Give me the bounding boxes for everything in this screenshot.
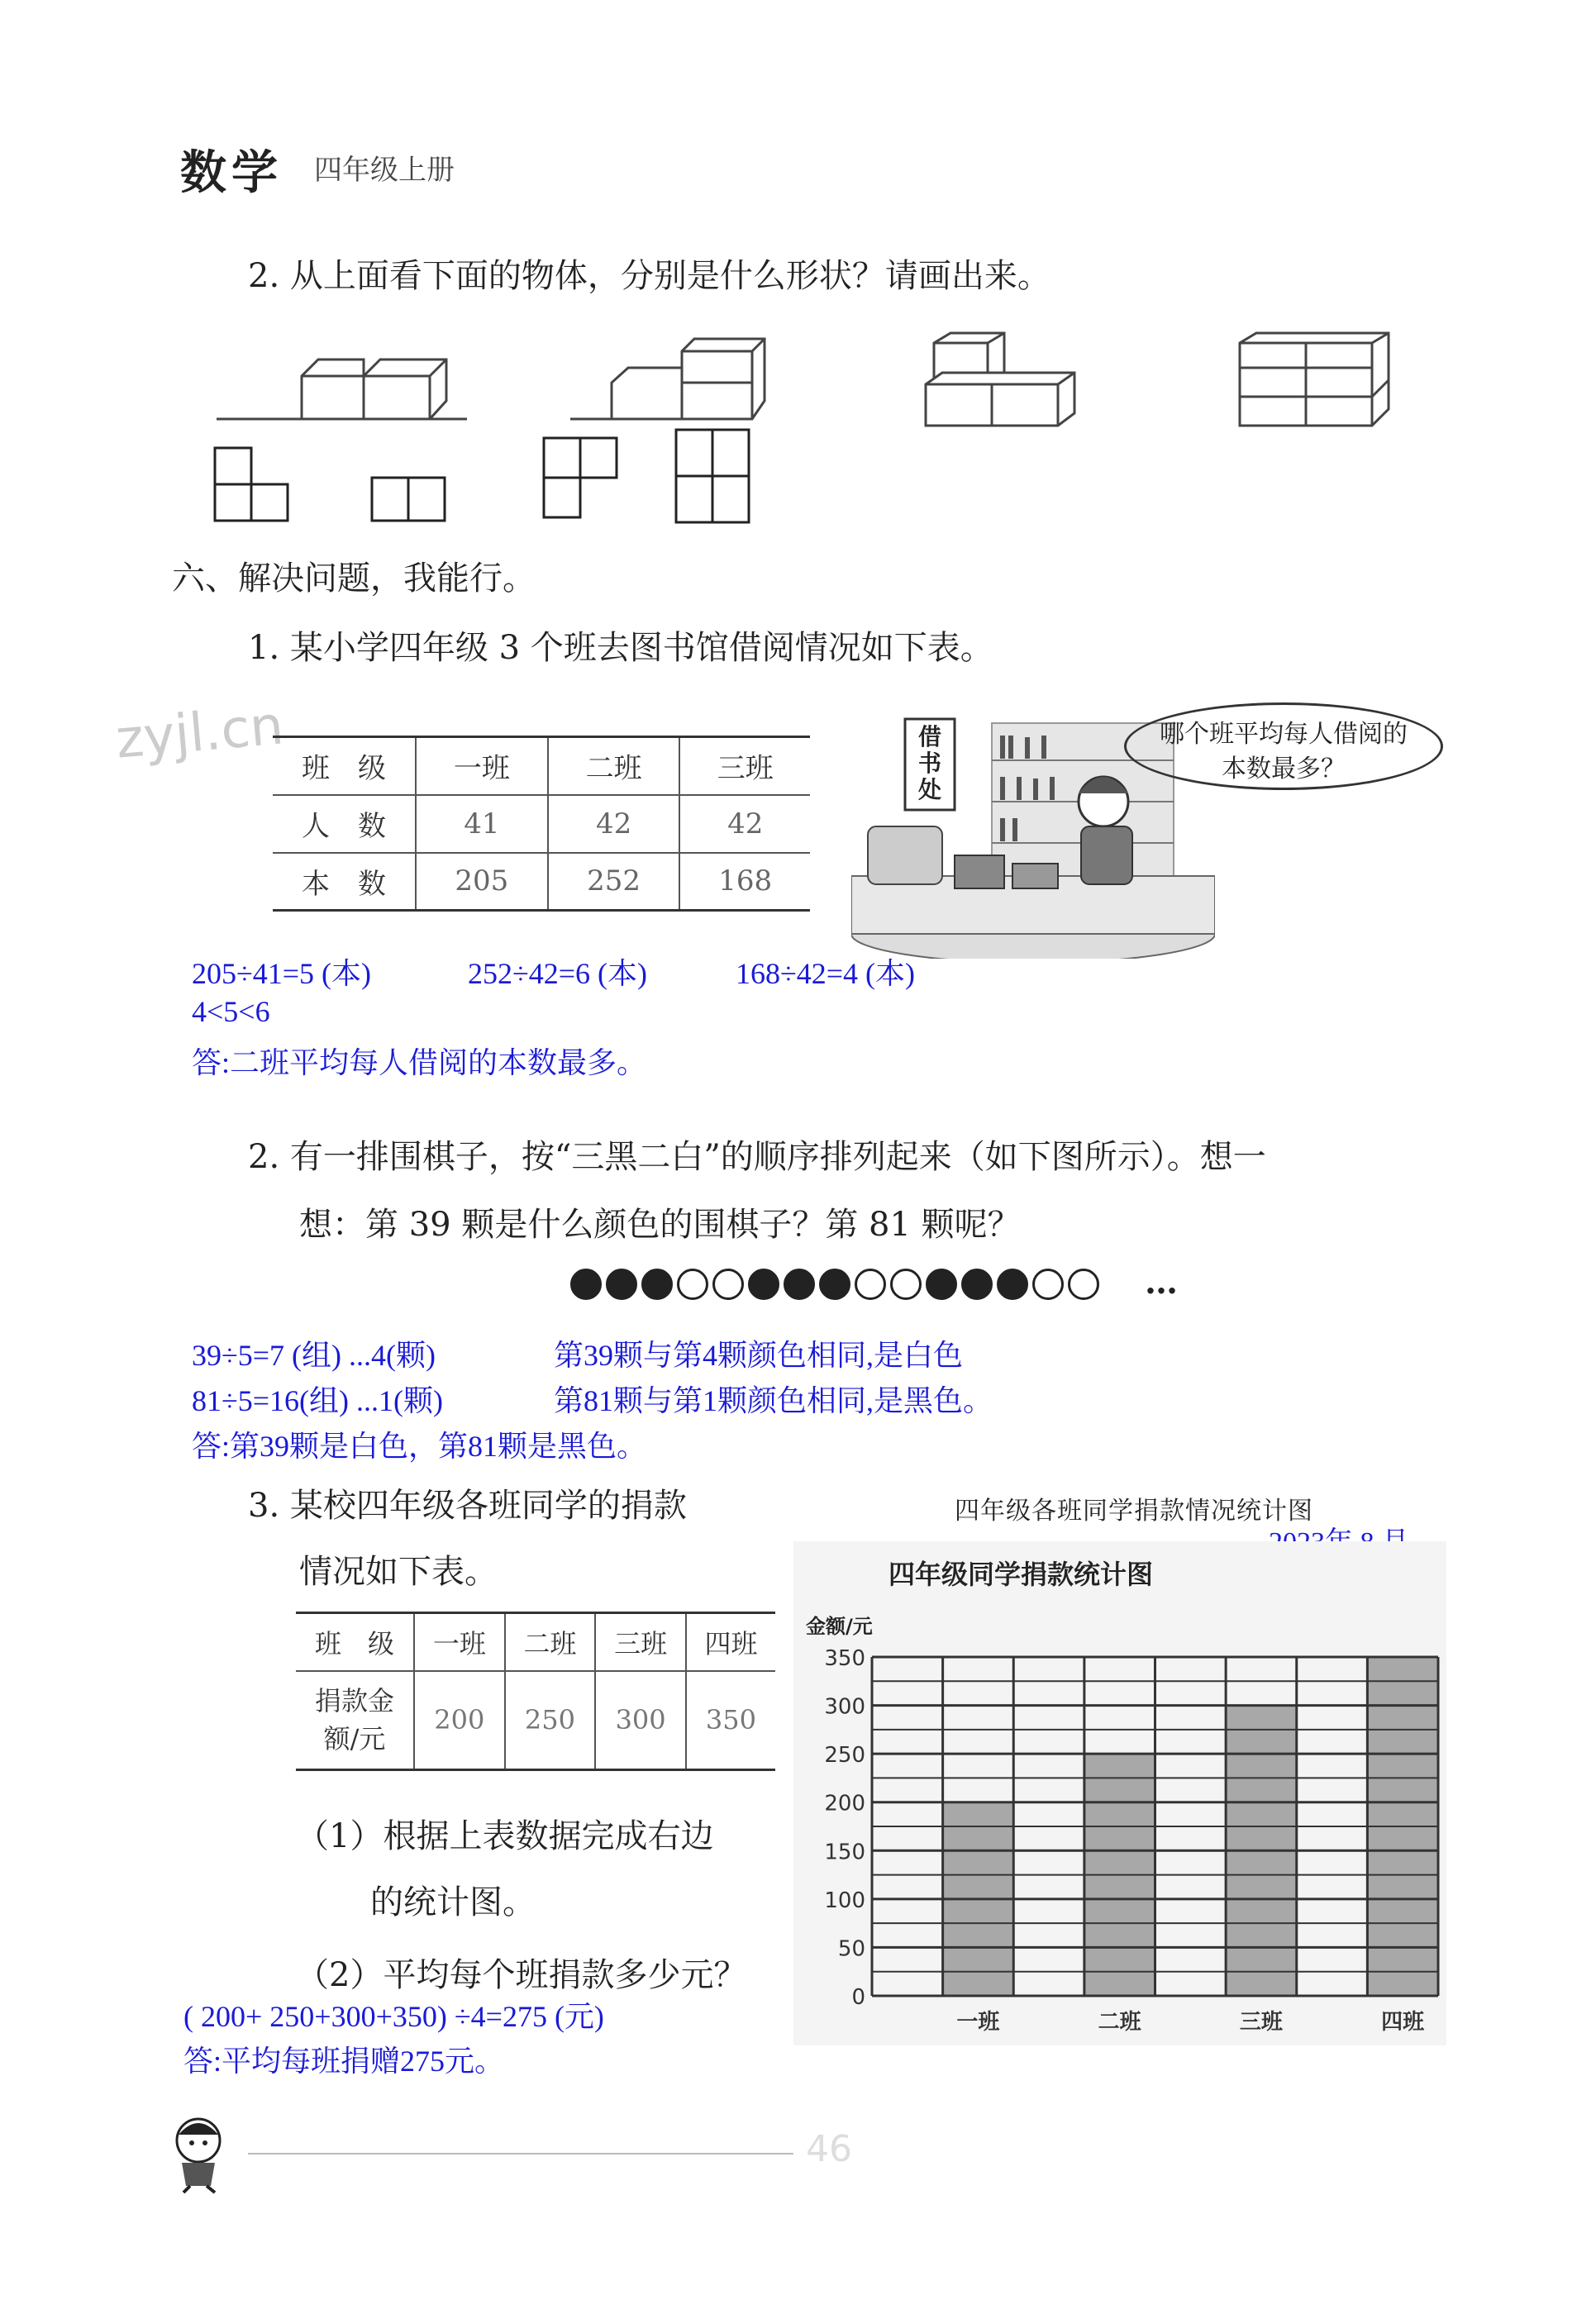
y-tick-label: 350 xyxy=(824,1646,865,1671)
question-text: 2. 从上面看下面的物体，分别是什么形状？请画出来。 xyxy=(248,257,1051,295)
answer-conclusion: 答:平均每班捐赠275元。 xyxy=(183,2045,505,2078)
chart-caption: 四年级各班同学捐款情况统计图 xyxy=(955,1497,1313,1526)
x-tick-label: 四班 xyxy=(1381,2010,1425,2035)
top-view-3 xyxy=(544,438,617,517)
answer-line: 39÷5=7 (组) ...4(颗) xyxy=(192,1339,436,1372)
donation-table xyxy=(296,1612,775,1771)
go-stone-row xyxy=(570,1269,1103,1300)
table-header: 三班 xyxy=(595,1613,686,1671)
answer-line: 第39颗与第4颗颜色相同,是白色 xyxy=(554,1339,964,1372)
table-cell: 41 xyxy=(416,795,548,853)
y-tick-label: 150 xyxy=(824,1840,865,1865)
part-2-text: （2）平均每个班捐款多少元？ xyxy=(296,1956,747,1994)
section-title: 六、解决问题，我能行。 xyxy=(172,559,536,598)
table-cell: 42 xyxy=(727,807,764,840)
table-header: 二班 xyxy=(548,737,680,795)
white-stone xyxy=(712,1269,744,1300)
question-3-text: 3. 某校四年级各班同学的捐款 xyxy=(248,1487,687,1525)
table-cell: 本 数 xyxy=(273,853,416,911)
answer-line: ( 200+ 250+300+350) ÷4=275 (元) xyxy=(183,2000,604,2033)
y-tick-label: 100 xyxy=(824,1888,865,1913)
answer-conclusion: 答:第39颗是白色，第81颗是黑色。 xyxy=(192,1430,647,1463)
row-label-line: 捐款金 xyxy=(314,1685,394,1717)
answer-conclusion: 答:二班平均每人借阅的本数最多。 xyxy=(192,1046,647,1079)
table-row-label xyxy=(296,1671,414,1770)
white-stone xyxy=(677,1269,708,1300)
black-stone xyxy=(784,1269,815,1300)
table-cell: 200 xyxy=(414,1671,505,1770)
question-3-text-line2: 情况如下表。 xyxy=(299,1553,498,1591)
black-stone xyxy=(819,1269,850,1300)
bar-chart xyxy=(793,1632,1446,2037)
cube-figure-1 xyxy=(217,359,467,419)
library-sign: 借书处 xyxy=(917,723,941,803)
subject-title: 数学 xyxy=(180,146,283,200)
table-cell: 42 xyxy=(548,795,680,853)
black-stone xyxy=(997,1269,1028,1300)
mascot-icon xyxy=(165,2112,240,2197)
y-tick-label: 200 xyxy=(824,1791,865,1816)
black-stone xyxy=(961,1269,993,1300)
go-stone-ellipsis: … xyxy=(1145,1263,1178,1302)
black-stone xyxy=(926,1269,957,1300)
x-tick-label: 二班 xyxy=(1098,2010,1141,2035)
y-tick-label: 300 xyxy=(824,1694,865,1720)
table-cell: 人 数 xyxy=(273,795,416,853)
row-label-line: 额/元 xyxy=(323,1723,386,1755)
black-stone xyxy=(570,1269,602,1300)
speech-bubble-text: 哪个班平均每人借阅的本数最多？ xyxy=(1160,720,1408,783)
question-2-text-line2: 想：第 39 颗是什么颜色的围棋子？第 81 颗呢？ xyxy=(299,1206,1021,1244)
footer-rule xyxy=(248,2153,793,2154)
y-tick-label: 50 xyxy=(837,1936,865,1962)
table-cell: 300 xyxy=(595,1671,686,1770)
table-header: 三班 xyxy=(717,752,774,786)
table-header: 二班 xyxy=(505,1613,596,1671)
table-header: 四班 xyxy=(704,1627,758,1659)
answer-line: 4<5<6 xyxy=(192,995,270,1028)
black-stone xyxy=(606,1269,637,1300)
table-header: 班 级 xyxy=(273,737,416,795)
x-tick-label: 一班 xyxy=(956,2010,1000,2035)
top-view-1 xyxy=(215,448,288,521)
answer-line: 205÷41=5 (本) xyxy=(192,957,372,990)
top-view-2 xyxy=(372,478,445,521)
table-header: 一班 xyxy=(416,737,548,795)
white-stone xyxy=(855,1269,886,1300)
cube-figure-3 xyxy=(926,333,1074,426)
grade-label: 四年级上册 xyxy=(314,154,455,187)
table-header: 班 级 xyxy=(296,1613,414,1671)
cube-figures xyxy=(207,326,1405,550)
y-tick-label: 0 xyxy=(851,1985,865,2010)
answer-line: 81÷5=16(组) ...1(颗) xyxy=(192,1384,444,1417)
black-stone xyxy=(748,1269,779,1300)
table-header: 一班 xyxy=(414,1613,505,1671)
white-stone xyxy=(1032,1269,1064,1300)
table-cell: 350 xyxy=(705,1704,756,1736)
table-cell: 205 xyxy=(416,853,548,911)
white-stone xyxy=(890,1269,922,1300)
question-1-text: 1. 某小学四年级 3 个班去图书馆借阅情况如下表。 xyxy=(248,629,993,667)
table-cell: 252 xyxy=(548,853,680,911)
question-2-text: 2. 有一排围棋子，按“三黑二白”的顺序排列起来（如下图所示）。想一 xyxy=(248,1138,1266,1176)
table-cell: 168 xyxy=(718,864,773,898)
chart-title: 四年级同学捐款统计图 xyxy=(889,1559,1154,1590)
answer-line: 第81颗与第1颗颜色相同,是黑色。 xyxy=(554,1384,993,1417)
part-1-text: （1）根据上表数据完成右边 xyxy=(296,1817,714,1855)
top-view-4 xyxy=(676,430,749,522)
table-cell: 250 xyxy=(505,1671,596,1770)
chart-ylabel: 金额/元 xyxy=(806,1615,873,1638)
answer-line: 168÷42=4 (本) xyxy=(736,957,916,990)
cube-figure-2 xyxy=(570,339,765,419)
cube-figure-4 xyxy=(1240,333,1389,426)
answer-line: 252÷42=6 (本) xyxy=(468,957,648,990)
x-tick-label: 三班 xyxy=(1239,2010,1283,2035)
watermark: zyjl.cn xyxy=(113,695,286,771)
page-number: 46 xyxy=(806,2128,852,2170)
library-table xyxy=(273,736,810,912)
y-tick-label: 250 xyxy=(824,1743,865,1769)
white-stone xyxy=(1068,1269,1099,1300)
part-1-text-line2: 的统计图。 xyxy=(370,1883,536,1921)
black-stone xyxy=(641,1269,673,1300)
